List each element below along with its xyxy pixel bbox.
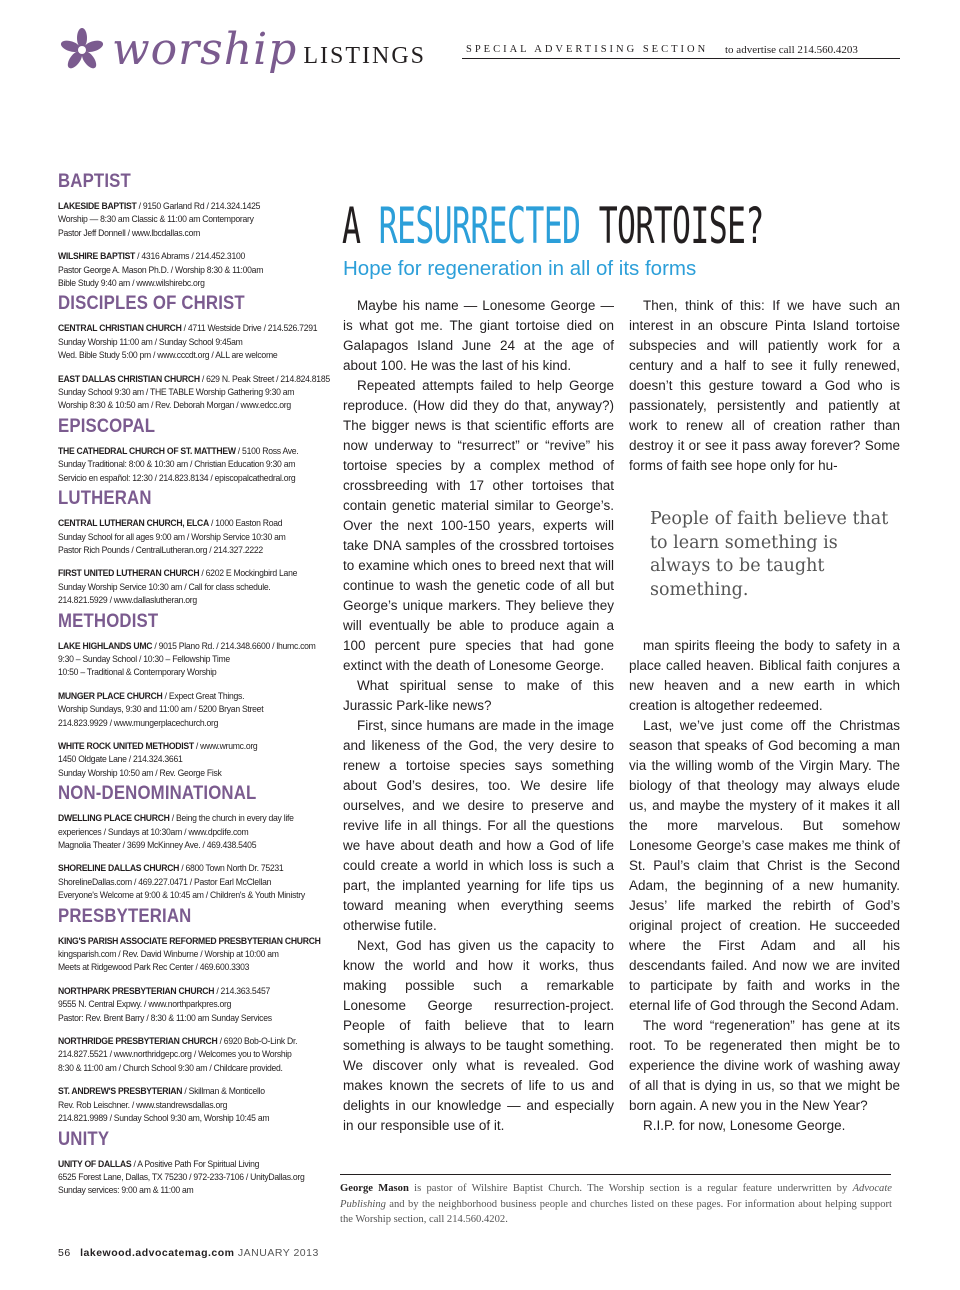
church-detail: 9555 N. Central Expwy. / www.northparkpres.org: [58, 998, 232, 1010]
church-name: MUNGER PLACE CHURCH: [58, 689, 163, 701]
page-number: 56: [58, 1247, 71, 1259]
church-detail: 9:30 – Sunday School / 10:30 – Fellowship Time: [58, 652, 230, 664]
church-detail: Sunday School for all ages 9:00 am / Worship Service 10:30 am: [58, 530, 286, 542]
page-footer: [58, 1247, 319, 1259]
article-paragraph: First, since humans are made in the image and likeness of the God, the very desire to renew a tortoise species says something about God’s desires, too. We desire life ourselves, and we desire to preserve and revive life in all things. For all the questions we have about death and how a God of life could create a world in which loss is such a part, the implanted yearning for life tips us toward meaning when everything seems otherwise futile.: [343, 718, 614, 933]
church-listing: [58, 639, 316, 679]
church-detail: / www.wrumc.org: [193, 739, 258, 751]
church-detail: Sunday Worship Service 10:30 am / Call for class schedule.: [58, 580, 271, 592]
church-detail: Worship 8:30 & 10:50 am / Rev. Deborah Morgan / www.edcc.org: [58, 399, 291, 411]
church-detail: 214.827.5521 / www.northridgepc.org / Welcomes you to Worship: [58, 1048, 292, 1060]
church-name: CENTRAL CHRISTIAN CHURCH: [58, 322, 182, 334]
category-heading: DISCIPLES OF CHRIST: [58, 292, 245, 315]
bio-rule: [340, 1174, 891, 1175]
church-listing: [58, 372, 330, 412]
church-name: ST. ANDREW'S PRESBYTERIAN: [58, 1085, 183, 1097]
category-heading: BAPTIST: [58, 170, 131, 192]
church-detail: / 6920 Bob-O-Link Dr.: [217, 1035, 298, 1047]
logo-suffix: LISTINGS: [303, 43, 427, 69]
church-listing: [58, 566, 312, 606]
church-listing: [58, 1034, 312, 1074]
church-detail: Servicio en español: 12:30 / 214.823.8134 / episcopalcathedral.org: [58, 471, 296, 483]
church-detail: 10:50 – Traditional & Contemporary Worship: [58, 666, 217, 678]
church-name: CENTRAL LUTHERAN CHURCH, ELCA: [58, 517, 209, 529]
church-name: DWELLING PLACE CHURCH: [58, 812, 170, 824]
church-detail: / Being the church in every day life: [169, 812, 294, 824]
church-detail: 214.821.5929 / www.dallaslutheran.org: [58, 594, 197, 606]
advertise-phone: to advertise call 214.560.4203: [725, 44, 858, 56]
church-listing: [58, 934, 321, 974]
header-rule: [462, 58, 900, 59]
church-name: SHORELINE DALLAS CHURCH: [58, 862, 180, 874]
article-paragraph: Maybe his name — Lonesome George — is what got me. The giant tortoise died on Galapagos Island June 24 at the age of about 100. He was the last of his kind.: [343, 298, 614, 373]
article-column-1: [343, 296, 614, 1136]
church-name: WILSHIRE BAPTIST: [58, 250, 136, 262]
church-listing: [58, 984, 312, 1024]
article-paragraph: Last, we’ve just come off the Christmas season that speaks of God becoming a man via the willing womb of the Virgin Mary. The biology of that theology may always elude us, and maybe the mystery of it makes it all the more marvelous. But somehow Lonesome George’s case makes me think of St. Paul’s claim that Christ is the Second Adam, the beginning of a new humanity. Jesus’ life marked the rebirth of God’s original project of creation. He succeeded where the First Adam and all his descendants failed. And now we are invited to participate by faith and works in the eternal life of God through the Second Adam.: [629, 718, 900, 1013]
category-heading: LUTHERAN: [58, 487, 152, 510]
church-name: LAKE HIGHLANDS UMC: [58, 639, 153, 651]
church-detail: Worship Sundays, 9:30 and 11:00 am / 5200 Bryan Street: [58, 703, 264, 715]
article-paragraph: man spirits fleeing the body to safety in a place called heaven. Biblical faith conjures a new heaven and a new earth in which creation is altogether redeemed.: [629, 638, 900, 713]
church-detail: ShorelineDallas.com / 469.227.0471 / Pastor Earl McClellan: [58, 875, 272, 887]
church-detail: / 4316 Abrams / 214.452.3100: [135, 250, 246, 262]
church-listing: [58, 321, 318, 361]
bio-text-2: and by the neighborhood business people and churches listed on these pages. For information about helping support the Worship section, call 214.560.4202.: [340, 1198, 892, 1225]
church-detail: 214.823.9929 / www.mungerplacechurch.org: [58, 716, 219, 728]
church-detail: 8:30 & 11:00 am / Church School 9:30 am / Childcare provided.: [58, 1061, 283, 1073]
church-detail: Sunday School 9:30 am / THE TABLE Worship Gathering 9:30 am: [58, 386, 295, 398]
article-paragraph: Then, think of this: If we have such an interest in an obscure Pinta Island tortoise subspecies and will patiently work for a century and a half to see it fully renewed, doesn’t this gesture toward a God who is passionately, persistently and patiently at work to renew all of creation rather than destroy it or see it pass away forever? Some forms of faith see hope only for hu-: [629, 298, 900, 473]
church-name: EAST DALLAS CHRISTIAN CHURCH: [58, 372, 200, 384]
church-detail: Wed. Bible Study 5:00 pm / www.cccdt.org / ALL are welcome: [58, 349, 278, 361]
church-detail: / Skillman & Monticello: [182, 1085, 265, 1097]
church-detail: / A Positive Path For Spiritual Living: [131, 1157, 260, 1169]
church-detail: Sunday services: 9:00 am & 11:00 am: [58, 1184, 194, 1196]
special-section-label: SPECIAL ADVERTISING SECTION: [466, 44, 709, 55]
bio-publisher: Advocate Publishing: [340, 1183, 892, 1210]
church-detail: / 6202 E Mockingbird Lane: [199, 567, 298, 579]
church-detail: Rev. Rob Leischner. / www.standrewsdallas.org: [58, 1098, 228, 1110]
title-part-3: TORTOISE?: [580, 197, 764, 255]
title-part-2: RESURRECTED: [378, 197, 581, 255]
article-column-2-bottom: [629, 636, 900, 1136]
church-detail: / 629 N. Peak Street / 214.824.8185: [199, 372, 330, 384]
site-url: lakewood.advocatemag.com: [80, 1247, 235, 1259]
church-detail: / 6800 Town North Dr. 75231: [179, 862, 284, 874]
church-detail: experiences / Sundays at 10:30am / www.dpclife.com: [58, 825, 249, 837]
church-name: UNITY OF DALLAS: [58, 1157, 132, 1169]
bio-text-1: is pastor of Wilshire Baptist Church. The Worship section is a regular feature underwritten by: [408, 1183, 853, 1194]
church-detail: Everyone's Welcome at 9:00 & 10:45 am / Children's & Youth Ministry: [58, 889, 305, 901]
church-detail: / 4711 Westside Drive / 214.526.7291: [181, 322, 318, 334]
church-detail: Sunday Worship 10:50 am / Rev. George Fisk: [58, 766, 222, 778]
category-heading: EPISCOPAL: [58, 414, 156, 437]
logo-word: worship: [112, 24, 298, 75]
church-listing: [58, 444, 312, 484]
church-detail: Meets at Ridgewood Park Rec Center / 469.600.3303: [58, 961, 250, 973]
church-listing: [58, 689, 312, 729]
church-detail: / Expect Great Things.: [162, 689, 245, 701]
church-name: THE CATHEDRAL CHURCH OF ST. MATTHEW: [58, 444, 236, 456]
church-name: KING'S PARISH ASSOCIATE REFORMED PRESBYTERIAN CHURCH: [58, 934, 321, 946]
article-paragraph: R.I.P. for now, Lonesome George.: [643, 1118, 846, 1133]
article-paragraph: Repeated attempts failed to help George reproduce. (How did they do that, anyway?) The bigger news is that scientific efforts are now underway to “resurrect” or “revive” his tortoise species by a complex method of crossbreeding with 17 other tortoises that contain genetic material similar to George’s. Over the next 100-150 years, experts will take DNA samples of the crossbred tortoises to examine which ones to breed next that will continue to wash the genetic code of all but George’s unique markers. They believe they will eventually be able to produce again a 100 percent pure species that had gone extinct with the death of Lonesome George.: [343, 378, 614, 673]
article-paragraph: What spiritual sense to make of this Jurassic Park-like news?: [343, 678, 614, 713]
church-detail: 1450 Oldgate Lane / 214.324.3661: [58, 753, 183, 765]
church-detail: 214.821.9989 / Sunday School 9:30 am, Worship 10:45 am: [58, 1112, 270, 1124]
church-detail: Pastor Rich Pounds / CentralLutheran.org / 214.327.2222: [58, 543, 263, 555]
church-listing: [58, 739, 312, 779]
church-detail: Sunday Worship 11:00 am / Sunday School 9:45am: [58, 335, 243, 347]
article-paragraph: The word “regeneration” has gene at its root. To be regenerated then might be to experience the divine work of washing away of all that is dying in us, so that we might be born again. A new you in the New Year?: [629, 1018, 900, 1113]
church-listing: [58, 861, 312, 901]
church-detail: 6525 Forest Lane, Dallas, TX 75230 / 972-233-7106 / UnityDallas.org: [58, 1170, 305, 1182]
title-part-1: A: [342, 197, 379, 255]
worship-listings: [58, 170, 334, 1200]
church-listing: [58, 249, 312, 289]
church-listing: [58, 199, 312, 239]
author-bio: [340, 1181, 892, 1228]
worship-logo: [60, 22, 426, 78]
category-heading: METHODIST: [58, 609, 159, 632]
pull-quote: People of faith believe that to learn something is always to be taught something.: [650, 509, 889, 600]
church-listing: [58, 516, 312, 556]
church-detail: Bible Study 9:40 am / www.wilshirebc.org: [58, 277, 205, 289]
church-name: LAKESIDE BAPTIST: [58, 200, 137, 211]
church-detail: / 9150 Garland Rd / 214.324.1425: [136, 200, 261, 211]
church-detail: / 5100 Ross Ave.: [235, 444, 299, 456]
church-detail: Pastor Jeff Donnell / www.lbcdallas.com: [58, 226, 201, 238]
article-column-2-top: [629, 296, 900, 476]
church-name: NORTHRIDGE PRESBYTERIAN CHURCH: [58, 1035, 218, 1047]
article-title: [342, 196, 764, 256]
church-name: WHITE ROCK UNITED METHODIST: [58, 739, 194, 751]
church-name: FIRST UNITED LUTHERAN CHURCH: [58, 567, 200, 579]
category-heading: PRESBYTERIAN: [58, 904, 192, 927]
church-detail: Worship — 8:30 am Classic & 11:00 am Contemporary: [58, 213, 254, 225]
church-detail: / 214.363.5457: [214, 984, 271, 996]
church-detail: Magnolia Theater / 3699 McKinney Ave. / 469.438.5405: [58, 839, 257, 850]
church-detail: / 1000 Easton Road: [208, 517, 283, 529]
church-listing: [58, 1157, 312, 1197]
category-heading: NON-DENOMINATIONAL: [58, 782, 257, 805]
church-detail: Pastor: Rev. Brent Barry / 8:30 & 11:00 am Sunday Services: [58, 1011, 272, 1023]
flower-icon: [60, 28, 104, 72]
church-detail: kingsparish.com / Rev. David Winburne / Worship at 10:00 am: [58, 948, 279, 960]
article-paragraph: Next, God has given us the capacity to know the world and how it works, thus making possible such a remarkable Lonesome George resurrection-project. People of faith believe that to learn something is always to be taught something. We discover only what is revealed. God makes known the secrets of life to us and delights in our knowledge — and especially in our responsible use of it.: [343, 938, 614, 1133]
church-name: NORTHPARK PRESBYTERIAN CHURCH: [58, 984, 215, 996]
church-detail: Sunday Traditional: 8:00 & 10:30 am / Christian Education 9:30 am: [58, 458, 296, 470]
bio-name: George Mason: [340, 1183, 409, 1194]
issue-month: JANUARY 2013: [237, 1247, 319, 1259]
church-listing: [58, 811, 312, 851]
church-listing: [58, 1084, 312, 1124]
church-detail: / 9015 Plano Rd. / 214.348.6600 / lhumc.com: [152, 639, 316, 651]
category-heading: UNITY: [58, 1127, 110, 1150]
church-detail: Pastor George A. Mason Ph.D. / Worship 8:30 & 11:00am: [58, 263, 264, 275]
article-subtitle: Hope for regeneration in all of its forms: [343, 257, 697, 280]
